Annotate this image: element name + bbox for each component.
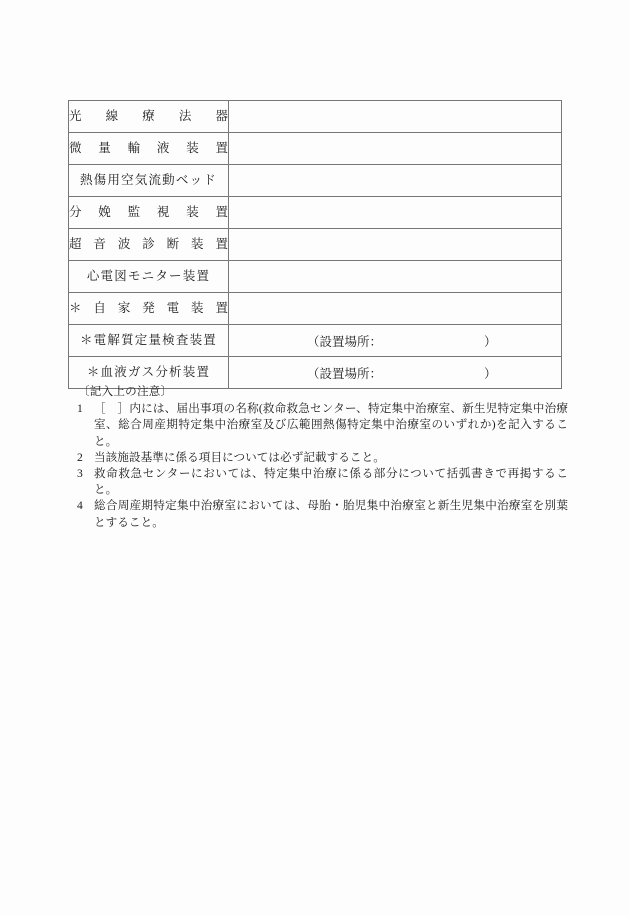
label-char: 液 bbox=[156, 140, 170, 155]
equipment-label bbox=[69, 142, 228, 156]
table-row bbox=[69, 101, 562, 133]
label-char: ＊ bbox=[69, 300, 82, 315]
equipment-table-body bbox=[69, 101, 562, 389]
label-char: 断 bbox=[166, 236, 180, 251]
equipment-table bbox=[68, 100, 562, 389]
list-item bbox=[68, 466, 568, 498]
equipment-value-cell[interactable] bbox=[229, 229, 562, 261]
label-char: 微 bbox=[69, 140, 82, 155]
label-char: 装 bbox=[186, 140, 199, 155]
equipment-label: ＊血液ガス分析装置 bbox=[86, 364, 211, 379]
equipment-label-cell bbox=[69, 325, 229, 357]
list-item bbox=[68, 450, 568, 466]
equipment-label-cell bbox=[69, 197, 229, 229]
installation-location-close-paren: ） bbox=[484, 366, 497, 381]
label-char: 分 bbox=[69, 204, 82, 219]
label-char: 娩 bbox=[98, 204, 111, 219]
label-char: 光 bbox=[69, 108, 82, 123]
label-char: 音 bbox=[93, 236, 106, 251]
table-row bbox=[69, 197, 562, 229]
equipment-label bbox=[69, 238, 228, 252]
equipment-value-cell[interactable] bbox=[229, 165, 562, 197]
notes-section bbox=[68, 384, 568, 531]
label-char: 量 bbox=[98, 140, 111, 155]
label-char: 視 bbox=[156, 204, 170, 219]
label-char: 装 bbox=[186, 204, 199, 219]
note-number: 3 bbox=[77, 467, 83, 481]
equipment-value-cell[interactable] bbox=[229, 197, 562, 229]
label-char: 自 bbox=[93, 300, 106, 315]
note-text: ［ ］内には、届出事項の名称(救命救急センター、特定集中治療室、新生児特定集中治療室、総合周産期特定集中治療室及び広範囲熱傷特定集中治療室のいずれか)を記入すること。 bbox=[94, 402, 568, 448]
equipment-label bbox=[69, 110, 228, 124]
note-number: 2 bbox=[77, 450, 83, 464]
installation-location-open-label: （設置場所： bbox=[307, 366, 383, 381]
equipment-value-cell[interactable] bbox=[229, 101, 562, 133]
table-row bbox=[69, 293, 562, 325]
equipment-label: 心電図モニター装置 bbox=[86, 268, 211, 283]
label-char: 置 bbox=[215, 236, 228, 251]
note-text: 総合周産期特定集中治療室においては、母胎・胎児集中治療室と新生児集中治療室を別葉とすること。 bbox=[94, 499, 568, 529]
equipment-value-cell[interactable] bbox=[229, 261, 562, 293]
installation-location-field[interactable] bbox=[229, 325, 561, 356]
equipment-label-cell bbox=[69, 229, 229, 261]
notes-heading: 〔記入上の注意〕 bbox=[78, 385, 173, 398]
installation-location-open-label: （設置場所： bbox=[307, 334, 383, 349]
equipment-value-cell[interactable] bbox=[229, 293, 562, 325]
label-char: 置 bbox=[215, 300, 228, 315]
equipment-label: 熱傷用空気流動ベッド bbox=[79, 172, 217, 187]
table-row bbox=[69, 261, 562, 293]
label-char: 診 bbox=[142, 236, 155, 251]
equipment-label: ＊電解質定量検査装置 bbox=[79, 332, 217, 347]
label-char: 電 bbox=[166, 300, 180, 315]
equipment-label bbox=[69, 206, 228, 220]
list-item bbox=[68, 401, 568, 450]
label-char: 法 bbox=[178, 108, 192, 123]
table-row bbox=[69, 133, 562, 165]
equipment-label-cell bbox=[69, 293, 229, 325]
label-char: 発 bbox=[142, 300, 155, 315]
label-char: 輸 bbox=[127, 140, 141, 155]
equipment-label bbox=[69, 302, 228, 316]
note-number: 4 bbox=[77, 499, 83, 513]
equipment-label-cell bbox=[69, 165, 229, 197]
equipment-label-cell bbox=[69, 261, 229, 293]
label-char: 器 bbox=[215, 108, 228, 123]
table-row bbox=[69, 165, 562, 197]
note-text: 当該施設基準に係る項目については必ず記載すること。 bbox=[94, 450, 385, 464]
label-char: 線 bbox=[105, 108, 119, 123]
note-text: 救命救急センターにおいては、特定集中治療に係る部分について括弧書きで再掲すること。 bbox=[94, 467, 568, 497]
installation-location-close-paren: ） bbox=[484, 334, 497, 349]
table-row bbox=[69, 325, 562, 357]
label-char: 置 bbox=[215, 140, 228, 155]
label-char: 監 bbox=[127, 204, 141, 219]
label-char: 波 bbox=[117, 236, 131, 251]
label-char: 超 bbox=[69, 236, 82, 251]
note-number: 1 bbox=[77, 402, 83, 416]
equipment-label-cell bbox=[69, 133, 229, 165]
label-char: 置 bbox=[215, 204, 228, 219]
list-item bbox=[68, 498, 568, 530]
equipment-label-cell bbox=[69, 101, 229, 133]
label-char: 家 bbox=[117, 300, 131, 315]
label-char: 療 bbox=[142, 108, 155, 123]
label-char: 装 bbox=[191, 300, 204, 315]
equipment-value-cell[interactable] bbox=[229, 133, 562, 165]
table-row bbox=[69, 229, 562, 261]
label-char: 装 bbox=[191, 236, 204, 251]
equipment-value-cell[interactable] bbox=[229, 325, 562, 357]
